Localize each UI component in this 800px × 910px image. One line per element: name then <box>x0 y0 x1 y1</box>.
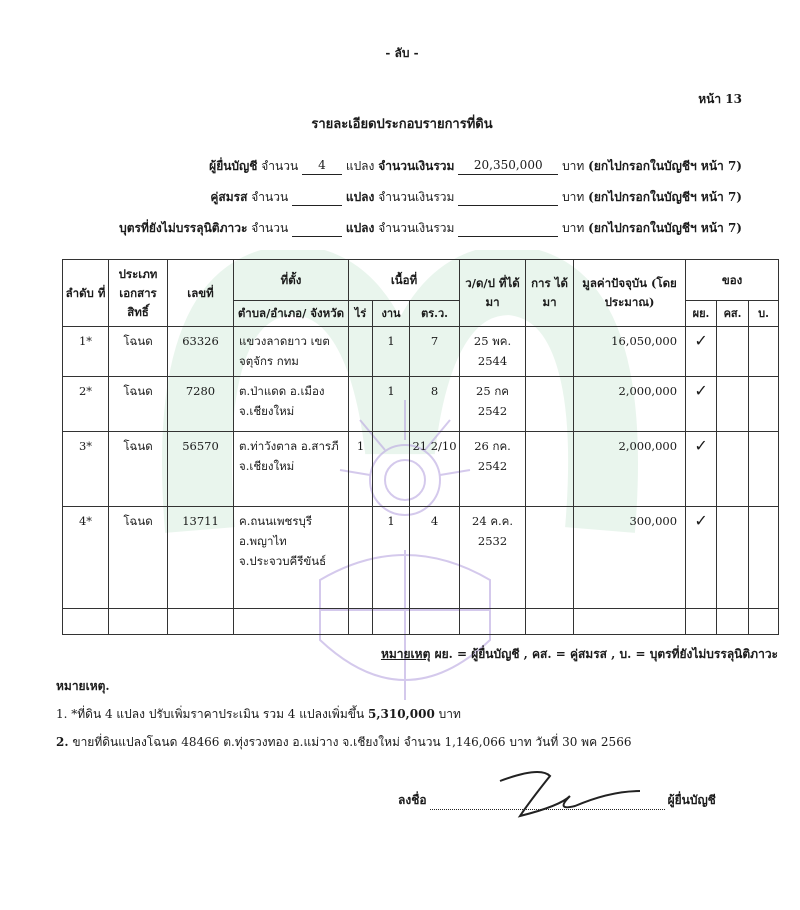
summary-filer <box>56 156 742 175</box>
cell-date: 25 พค. 2544 <box>460 327 526 377</box>
signature-label: ลงชื่อ <box>398 793 427 807</box>
table-row <box>63 432 779 507</box>
currency: บาท <box>562 221 585 235</box>
land-table <box>62 259 779 635</box>
cell-no: 1* <box>63 327 109 377</box>
header-doc-no: เลขที่ <box>168 260 234 327</box>
cell-ngan: 1 <box>373 377 410 432</box>
cell-o1: ✓ <box>686 327 717 377</box>
cell-o1: ✓ <box>686 507 717 609</box>
currency: บาท <box>562 190 585 204</box>
cell-ngan <box>373 432 410 507</box>
cell-no: 4* <box>63 507 109 609</box>
cell-sqwa: 4 <box>410 507 460 609</box>
note-1-amount: 5,310,000 <box>367 707 435 721</box>
summary-label: ผู้ยื่นบัญชี <box>209 159 258 173</box>
note-1-unit: บาท <box>438 707 461 721</box>
header-date: ว/ด/ป ที่ได้มา <box>460 260 526 327</box>
header-doc-type: ประเภท เอกสาร สิทธิ์ <box>109 260 168 327</box>
cell-doc-no: 13711 <box>168 507 234 609</box>
table-row <box>63 327 779 377</box>
notes-title: หมายเหตุ. <box>56 679 110 693</box>
header-owner: ของ <box>686 260 779 301</box>
carry-note: (ยกไปกรอกในบัญชีฯ หน้า 7) <box>588 159 742 173</box>
handwritten-signature <box>480 761 650 821</box>
currency: บาท <box>562 159 585 173</box>
cell-acquired <box>526 432 574 507</box>
legend-label: หมายเหตุ <box>380 647 431 661</box>
cell-value: 2,000,000 <box>574 377 686 432</box>
carry-note: (ยกไปกรอกในบัญชีฯ หน้า 7) <box>588 221 742 235</box>
cell-rai <box>349 327 373 377</box>
header-location-sub: ตำบล/อำเภอ/ จังหวัด <box>234 301 349 327</box>
signature-block <box>56 791 778 831</box>
cell-value: 300,000 <box>574 507 686 609</box>
cell-location: แขวงลาดยาว เขตจตุจักร กทม <box>234 327 349 377</box>
table-row <box>63 507 779 609</box>
cell-value: 16,050,000 <box>574 327 686 377</box>
cell-location: ค.ถนนเพชรบุรี อ.พญาไท จ.ประจวบคีรีขันธ์ <box>234 507 349 609</box>
header-value: มูลค่าปัจจุบัน (โดยประมาณ) <box>574 260 686 327</box>
note-2-number: 2. <box>56 735 69 749</box>
cell-o3 <box>749 507 779 609</box>
header-rai: ไร่ <box>349 301 373 327</box>
header-owner-filer: ผย. <box>686 301 717 327</box>
note-1-text: 1. *ที่ดิน 4 แปลง ปรับเพิ่มราคาประเมิน รวม 4 แปลงเพิ่มขึ้น <box>56 707 365 721</box>
cell-acquired <box>526 327 574 377</box>
cell-date: 25 กค 2542 <box>460 377 526 432</box>
note-1 <box>56 705 778 723</box>
unit: แปลง <box>345 159 375 173</box>
cell-rai: 1 <box>349 432 373 507</box>
count-value <box>292 236 342 237</box>
count-label: จำนวน <box>251 190 289 204</box>
summary-children <box>56 219 742 237</box>
cell-value: 2,000,000 <box>574 432 686 507</box>
carry-note: (ยกไปกรอกในบัญชีฯ หน้า 7) <box>588 190 742 204</box>
cell-rai <box>349 507 373 609</box>
count-label: จำนวน <box>251 221 289 235</box>
header-area: เนื้อที่ <box>349 260 460 301</box>
count-value: 4 <box>302 156 342 175</box>
cell-doc-type: โฉนด <box>109 327 168 377</box>
count-value <box>292 205 342 206</box>
amount-label: จำนวนเงินรวม <box>378 190 455 204</box>
cell-doc-type: โฉนด <box>109 507 168 609</box>
unit: แปลง <box>345 190 375 204</box>
cell-doc-no: 63326 <box>168 327 234 377</box>
amount-value <box>458 205 558 206</box>
cell-location: ต.ท่าวังตาล อ.สารภี จ.เชียงใหม่ <box>234 432 349 507</box>
cell-ngan: 1 <box>373 327 410 377</box>
cell-sqwa: 7 <box>410 327 460 377</box>
header-owner-spouse: คส. <box>717 301 749 327</box>
cell-no: 2* <box>63 377 109 432</box>
unit: แปลง <box>345 221 375 235</box>
amount-value: 20,350,000 <box>458 156 558 175</box>
cell-o3 <box>749 327 779 377</box>
cell-o3 <box>749 432 779 507</box>
page-title: รายละเอียดประกอบรายการที่ดิน <box>311 117 493 132</box>
cell-no: 3* <box>63 432 109 507</box>
summary-label: คู่สมรส <box>210 190 248 204</box>
cell-doc-no: 56570 <box>168 432 234 507</box>
amount-value <box>458 236 558 237</box>
table-row <box>63 377 779 432</box>
cell-doc-no: 7280 <box>168 377 234 432</box>
amount-label: จำนวนเงินรวม <box>378 221 455 235</box>
cell-date: 26 กค. 2542 <box>460 432 526 507</box>
cell-location: ต.ป่าแดด อ.เมือง จ.เชียงใหม่ <box>234 377 349 432</box>
empty-row <box>63 609 779 635</box>
cell-doc-type: โฉนด <box>109 432 168 507</box>
header-ngan: งาน <box>373 301 410 327</box>
header-owner-child: บ. <box>749 301 779 327</box>
legend <box>56 645 778 663</box>
cell-o2 <box>717 507 749 609</box>
count-label: จำนวน <box>261 159 299 173</box>
cell-o1: ✓ <box>686 377 717 432</box>
classification: - ลับ - <box>385 46 419 60</box>
cell-acquired <box>526 507 574 609</box>
header-sqwa: ตร.ว. <box>410 301 460 327</box>
summary <box>56 156 778 237</box>
page-number: หน้า 13 <box>698 92 742 106</box>
cell-o2 <box>717 432 749 507</box>
cell-o2 <box>717 327 749 377</box>
header-no: ลำดับ ที่ <box>63 260 109 327</box>
cell-acquired <box>526 377 574 432</box>
summary-spouse <box>56 188 742 206</box>
cell-sqwa: 8 <box>410 377 460 432</box>
cell-o2 <box>717 377 749 432</box>
note-2 <box>56 733 778 751</box>
cell-ngan: 1 <box>373 507 410 609</box>
header-acquired: การ ได้มา <box>526 260 574 327</box>
note-2-text: ขายที่ดินแปลงโฉนด 48466 ต.ทุ่งรวงทอง อ.แม่วาง จ.เชียงใหม่ จำนวน 1,146,066 บาท วันที่ 30 พค 2566 <box>72 735 632 749</box>
cell-o3 <box>749 377 779 432</box>
signature-role: ผู้ยื่นบัญชี <box>667 793 716 807</box>
cell-date: 24 ค.ค. 2532 <box>460 507 526 609</box>
amount-label: จำนวนเงินรวม <box>378 159 455 173</box>
legend-text: ผย. = ผู้ยื่นบัญชี , คส. = คู่สมรส , บ. = บุตรที่ยังไม่บรรลุนิติภาวะ <box>434 647 778 661</box>
header-location: ที่ตั้ง <box>234 260 349 301</box>
cell-o1: ✓ <box>686 432 717 507</box>
cell-sqwa: 21 2/10 <box>410 432 460 507</box>
cell-doc-type: โฉนด <box>109 377 168 432</box>
summary-label: บุตรที่ยังไม่บรรลุนิติภาวะ <box>119 221 248 235</box>
cell-rai <box>349 377 373 432</box>
